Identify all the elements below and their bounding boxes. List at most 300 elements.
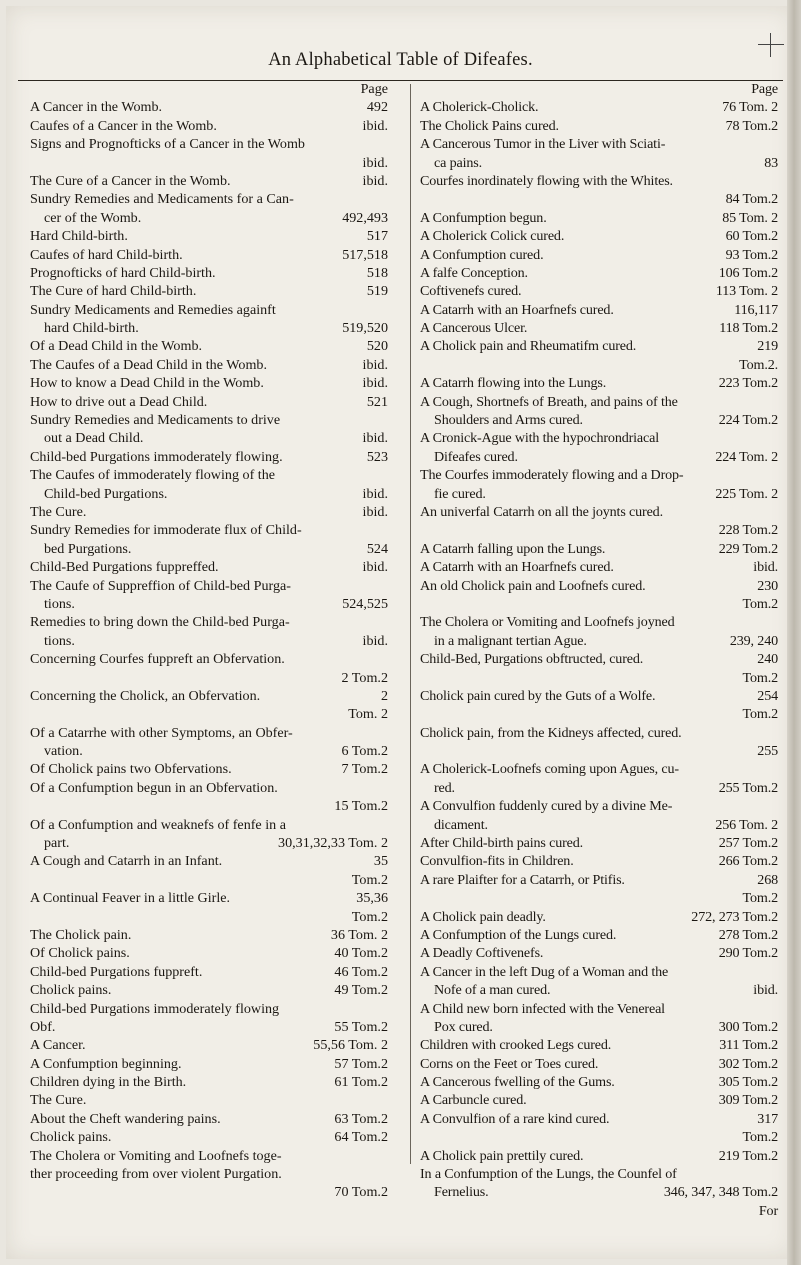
entry-text: Cholick pain cured by the Guts of a Wolfe.: [420, 687, 656, 704]
entry-reference: 219 Tom.2: [718, 1147, 778, 1164]
entry-reference: 309 Tom.2: [718, 1092, 778, 1109]
entry-text: Of a Dead Child in the Womb.: [30, 338, 203, 355]
index-entry: [30, 521, 388, 539]
index-entry: [30, 1110, 388, 1128]
entry-reference: 46 Tom.2: [334, 963, 388, 980]
index-entry: [30, 154, 388, 172]
entry-text: The Cholera or Vomiting and Loofnefs joyned: [420, 614, 675, 631]
entry-text: A Catarrh with an Hoarfnefs cured.: [420, 559, 614, 576]
entry-reference: 118 Tom.2: [719, 320, 778, 337]
index-entry: [30, 540, 388, 558]
entry-reference: 7 Tom.2: [341, 761, 388, 778]
entry-text: A Catarrh with an Hoarfnefs cured.: [420, 301, 614, 318]
index-entry: [30, 834, 388, 852]
index-entry: [30, 227, 388, 245]
index-entry: [30, 558, 388, 576]
entry-reference: Tom.2: [742, 706, 778, 723]
index-entry: [30, 117, 388, 135]
entry-text: Corns on the Feet or Toes cured.: [420, 1055, 599, 1072]
entry-text: Children with crooked Legs cured.: [420, 1037, 612, 1054]
entry-text: in a malignant tertian Ague.: [434, 632, 587, 649]
index-entry: [420, 429, 778, 447]
index-entry: [30, 1147, 388, 1165]
entry-text: cer of the Womb.: [44, 209, 142, 226]
index-entry: [30, 246, 388, 264]
entry-reference: 255: [757, 743, 778, 760]
index-entry: [30, 319, 388, 337]
entry-text: Hard Child-birth.: [30, 228, 128, 245]
index-entry: [30, 485, 388, 503]
index-entry: [30, 1091, 388, 1109]
left-column: [30, 80, 388, 1202]
index-entry: [420, 411, 778, 429]
index-entry: [30, 356, 388, 374]
entry-text: A Cancer in the Womb.: [30, 99, 163, 116]
entry-text: An univerfal Catarrh on all the joynts cured.: [420, 503, 663, 520]
index-entry: [420, 797, 778, 815]
entry-reference: ibid.: [362, 559, 388, 576]
entry-text: A Convulfion of a rare kind cured.: [420, 1110, 610, 1127]
entry-reference: 492: [366, 99, 388, 116]
entry-reference: 254: [757, 687, 778, 704]
entry-text: part.: [44, 835, 70, 852]
entry-text: Caufes of a Cancer in the Womb.: [30, 117, 217, 134]
index-entry: [30, 282, 388, 300]
entry-reference: 35: [373, 853, 388, 870]
index-entry: [420, 1202, 778, 1220]
index-entry: [420, 448, 778, 466]
entry-reference: 219: [757, 338, 778, 355]
entry-reference: Tom.2: [351, 908, 388, 925]
entry-reference: ibid.: [362, 503, 388, 520]
entry-text: Concerning the Cholick, an Obfervation.: [30, 687, 261, 704]
index-entry: [30, 374, 388, 392]
entry-text: About the Cheft wandering pains.: [30, 1110, 221, 1127]
entry-text: A Cholick pain and Rheumatifm cured.: [420, 338, 637, 355]
index-entry: [30, 669, 388, 687]
index-entry: [420, 1110, 778, 1128]
entry-reference: 521: [366, 393, 388, 410]
entry-reference: ibid.: [362, 172, 388, 189]
entry-reference: 35,36: [356, 890, 388, 907]
entry-reference: 268: [757, 871, 778, 888]
index-entry: [30, 393, 388, 411]
entry-reference: 223 Tom.2: [718, 375, 778, 392]
entry-reference: Tom.2: [742, 595, 778, 612]
index-entry: [420, 834, 778, 852]
entry-reference: ibid.: [362, 154, 388, 171]
entry-text: Caufes of hard Child-birth.: [30, 246, 183, 263]
entry-reference: 2 Tom.2: [341, 669, 388, 686]
entry-text: A Catarrh falling upon the Lungs.: [420, 540, 606, 557]
entry-reference: 6 Tom.2: [341, 743, 388, 760]
entry-text: tions.: [44, 595, 75, 612]
entry-text: Of Cholick pains.: [30, 945, 130, 962]
entry-reference: Page: [751, 81, 778, 97]
entry-text: Cholick pain, from the Kidneys affected, cured.: [420, 724, 682, 741]
entry-text: The Cholick Pains cured.: [420, 117, 559, 134]
entry-reference: ibid.: [362, 430, 388, 447]
entry-reference: 317: [757, 1110, 778, 1127]
index-entry: [420, 981, 778, 999]
entry-reference: 116,117: [734, 301, 778, 318]
index-entry: [420, 742, 778, 760]
index-entry: [30, 98, 388, 116]
entry-text: Signs and Prognofticks of a Cancer in the Womb: [30, 136, 305, 153]
entry-reference: 85 Tom. 2: [722, 209, 778, 226]
index-entry: [30, 963, 388, 981]
entry-reference: 240: [757, 651, 778, 668]
index-entry: [420, 760, 778, 778]
entry-text: ther proceeding from over violent Purgation.: [30, 1166, 282, 1183]
index-entry: [30, 687, 388, 705]
entry-reference: 57 Tom.2: [334, 1055, 388, 1072]
entry-reference: 257 Tom.2: [718, 835, 778, 852]
index-entry: [420, 1073, 778, 1091]
entry-reference: 83: [764, 154, 778, 171]
entry-text: Child-bed Purgations immoderately flowing: [30, 1000, 280, 1017]
page-edge: [787, 0, 801, 1265]
entry-text: vation.: [44, 743, 83, 760]
entry-reference: Tom.2: [742, 890, 778, 907]
entry-reference: 49 Tom.2: [334, 982, 388, 999]
index-entry: [420, 264, 778, 282]
entry-text: ca pains.: [434, 154, 482, 171]
index-entry: [420, 1147, 778, 1165]
entry-reference: 36 Tom. 2: [330, 926, 388, 943]
entry-text: dicament.: [434, 816, 488, 833]
entry-text: A Cancer.: [30, 1037, 86, 1054]
entry-reference: Tom.2: [351, 871, 388, 888]
index-entry: [30, 650, 388, 668]
index-entry: [30, 871, 388, 889]
index-entry: [420, 503, 778, 521]
index-entry: [420, 393, 778, 411]
index-entry: [420, 889, 778, 907]
entry-reference: 272, 273 Tom.2: [691, 908, 778, 925]
entry-text: Of Cholick pains two Obfervations.: [30, 761, 232, 778]
index-entry: [420, 154, 778, 172]
index-entry: [420, 319, 778, 337]
entry-text: A Cancerous fwelling of the Gums.: [420, 1074, 615, 1091]
entry-reference: 55 Tom.2: [334, 1018, 388, 1035]
index-entry: [30, 1128, 388, 1146]
entry-reference: 84 Tom.2: [725, 191, 778, 208]
entry-text: A Cough, Shortnefs of Breath, and pains of the: [420, 393, 678, 410]
entry-text: Sundry Medicaments and Remedies againft: [30, 301, 276, 318]
index-entry: [420, 816, 778, 834]
entry-reference: 256 Tom. 2: [715, 816, 778, 833]
index-entry: [30, 908, 388, 926]
entry-reference: ibid.: [753, 559, 778, 576]
entry-text: Child-Bed, Purgations obftructed, cured.: [420, 651, 644, 668]
entry-text: out a Dead Child.: [44, 430, 144, 447]
entry-text: Sundry Remedies for immoderate flux of Child-: [30, 522, 302, 539]
entry-reference: 518: [366, 264, 388, 281]
entry-text: Shoulders and Arms cured.: [434, 412, 583, 429]
index-entry: [30, 760, 388, 778]
entry-text: Sundry Remedies and Medicaments for a Can-: [30, 191, 294, 208]
index-entry: [30, 1000, 388, 1018]
index-entry: [30, 926, 388, 944]
index-entry: [420, 117, 778, 135]
index-entry: [30, 172, 388, 190]
index-entry: [30, 797, 388, 815]
index-entry: [30, 816, 388, 834]
index-entry: [420, 135, 778, 153]
index-entry: [420, 1165, 778, 1183]
entry-reference: 60 Tom.2: [725, 228, 778, 245]
index-entry: [30, 301, 388, 319]
entry-text: Of a Confumption and weaknefs of fenfe in a: [30, 816, 286, 833]
entry-text: The Cure.: [30, 503, 87, 520]
entry-reference: ibid.: [753, 982, 778, 999]
entry-text: Of a Confumption begun in an Obfervation.: [30, 779, 278, 796]
index-entry: [420, 356, 778, 374]
index-entry: [420, 466, 778, 484]
index-entry: [420, 1018, 778, 1036]
entry-text: A Catarrh flowing into the Lungs.: [420, 375, 607, 392]
entry-reference: 93 Tom.2: [725, 246, 778, 263]
entry-text: Prognofticks of hard Child-birth.: [30, 264, 216, 281]
entry-text: A Cancerous Ulcer.: [420, 320, 528, 337]
entry-text: Remedies to bring down the Child-bed Purga-: [30, 614, 290, 631]
entry-text: A Cholick pain deadly.: [420, 908, 546, 925]
index-entry: [420, 963, 778, 981]
entry-reference: 255 Tom.2: [718, 779, 778, 796]
entry-reference: 520: [366, 338, 388, 355]
entry-text: How to drive out a Dead Child.: [30, 393, 208, 410]
entry-text: The Cure of hard Child-birth.: [30, 283, 197, 300]
entry-text: A Continual Feaver in a little Girle.: [30, 890, 231, 907]
entry-text: Concerning Courfes fuppreft an Obfervation.: [30, 651, 285, 668]
column-divider: [410, 84, 411, 1164]
entry-text: Coftivenefs cured.: [420, 283, 522, 300]
entry-text: Nofe of a man cured.: [434, 982, 551, 999]
index-entry: [420, 521, 778, 539]
entry-text: A rare Plaifter for a Catarrh, or Ptifis.: [420, 871, 625, 888]
entry-reference: ibid.: [362, 375, 388, 392]
index-entry: [420, 908, 778, 926]
entry-reference: ibid.: [362, 117, 388, 134]
index-entry: [420, 779, 778, 797]
entry-text: Convulfion-fits in Children.: [420, 853, 574, 870]
entry-reference: 224 Tom.2: [718, 412, 778, 429]
entry-text: The Cholick pain.: [30, 926, 132, 943]
entry-text: A falfe Conception.: [420, 264, 528, 281]
entry-reference: Tom. 2: [348, 706, 388, 723]
entry-text: A Cholick pain prettily cured.: [420, 1147, 584, 1164]
entry-text: How to know a Dead Child in the Womb.: [30, 375, 264, 392]
index-entry: [420, 172, 778, 190]
index-entry: [30, 1018, 388, 1036]
entry-reference: 278 Tom.2: [718, 926, 778, 943]
index-entry: [30, 595, 388, 613]
index-entry: [30, 503, 388, 521]
index-entry: [30, 889, 388, 907]
index-entry: [30, 135, 388, 153]
entry-reference: 78 Tom.2: [725, 117, 778, 134]
index-entry: [420, 926, 778, 944]
index-entry: [30, 448, 388, 466]
index-entry: [30, 613, 388, 631]
entry-reference: 40 Tom.2: [334, 945, 388, 962]
index-entry: [420, 374, 778, 392]
right-column: [420, 80, 778, 1220]
index-entry: [30, 742, 388, 760]
entry-reference: 63 Tom.2: [334, 1110, 388, 1127]
entry-reference: 106 Tom.2: [718, 264, 778, 281]
entry-reference: 64 Tom.2: [334, 1129, 388, 1146]
index-entry: [30, 1183, 388, 1201]
index-entry: [420, 944, 778, 962]
entry-reference: 517: [366, 228, 388, 245]
entry-reference: ibid.: [362, 632, 388, 649]
entry-text: A Confumption cured.: [420, 246, 544, 263]
entry-text: The Caufe of Suppreffion of Child-bed Purga-: [30, 577, 291, 594]
index-entry: [420, 613, 778, 631]
index-entry: [420, 871, 778, 889]
index-entry: [420, 650, 778, 668]
entry-text: A Convulfion fuddenly cured by a divine Me-: [420, 798, 673, 815]
entry-reference: Tom.2.: [739, 356, 778, 373]
index-entry: [30, 632, 388, 650]
entry-text: An old Cholick pain and Loofnefs cured.: [420, 577, 646, 594]
entry-text: A Carbuncle cured.: [420, 1092, 527, 1109]
entry-text: A Confumption of the Lungs cured.: [420, 926, 617, 943]
index-entry: [420, 1183, 778, 1201]
index-entry: [30, 337, 388, 355]
entry-text: A Confumption begun.: [420, 209, 547, 226]
entry-reference: Tom.2: [742, 1129, 778, 1146]
entry-text: Courfes inordinately flowing with the Whites.: [420, 172, 673, 189]
index-entry: [30, 1073, 388, 1091]
index-entry: [420, 1000, 778, 1018]
index-entry: [30, 209, 388, 227]
entry-text: The Cure.: [30, 1092, 87, 1109]
entry-text: The Cure of a Cancer in the Womb.: [30, 172, 231, 189]
index-entry: [420, 1128, 778, 1146]
index-entry: [420, 705, 778, 723]
entry-reference: 224 Tom. 2: [715, 448, 778, 465]
index-entry: [30, 264, 388, 282]
index-entry: [30, 779, 388, 797]
index-entry: [30, 411, 388, 429]
entry-text: Difeafes cured.: [434, 448, 518, 465]
entry-reference: 229 Tom.2: [718, 540, 778, 557]
index-entry: [420, 209, 778, 227]
entry-text: A Cancer in the left Dug of a Woman and the: [420, 963, 669, 980]
entry-reference: ibid.: [362, 356, 388, 373]
index-entry: [30, 944, 388, 962]
entry-reference: 300 Tom.2: [718, 1018, 778, 1035]
entry-text: Child-bed Purgations immoderately flowing.: [30, 448, 283, 465]
entry-reference: 492,493: [342, 209, 388, 226]
entry-reference: For: [758, 1202, 778, 1219]
entry-reference: 228 Tom.2: [718, 522, 778, 539]
entry-reference: 305 Tom.2: [718, 1074, 778, 1091]
entry-reference: Tom.2: [742, 669, 778, 686]
entry-text: fie cured.: [434, 485, 486, 502]
index-entry: [420, 632, 778, 650]
index-entry: [420, 246, 778, 264]
entry-text: Obf.: [30, 1018, 56, 1035]
entry-reference: 76 Tom. 2: [722, 99, 778, 116]
index-entry: [30, 1055, 388, 1073]
entry-reference: 346, 347, 348 Tom.2: [663, 1184, 778, 1201]
entry-text: A Cronick-Ague with the hypochrondriacal: [420, 430, 660, 447]
entry-text: The Caufes of immoderately flowing of the: [30, 467, 276, 484]
entry-text: A Confumption beginning.: [30, 1055, 182, 1072]
index-entry: [420, 558, 778, 576]
index-entry: [420, 190, 778, 208]
index-entry: [30, 1036, 388, 1054]
entry-text: The Cholera or Vomiting and Loofnefs toge-: [30, 1147, 282, 1164]
index-entry: [420, 485, 778, 503]
entry-reference: 519: [366, 283, 388, 300]
index-entry: [30, 1165, 388, 1183]
entry-reference: 113 Tom. 2: [715, 283, 778, 300]
entry-text: Fernelius.: [434, 1184, 489, 1201]
entry-reference: 15 Tom.2: [334, 798, 388, 815]
entry-text: Cholick pains.: [30, 1129, 112, 1146]
index-entry: [420, 1091, 778, 1109]
entry-reference: 70 Tom.2: [334, 1184, 388, 1201]
entry-text: A Cancerous Tumor in the Liver with Sciati-: [420, 136, 666, 153]
entry-text: A Child new born infected with the Venereal: [420, 1000, 665, 1017]
crop-mark: [758, 44, 784, 45]
index-entry: [30, 852, 388, 870]
entry-reference: 225 Tom. 2: [715, 485, 778, 502]
entry-text: A Cholerick Colick cured.: [420, 228, 565, 245]
entry-reference: 523: [366, 448, 388, 465]
entry-reference: 55,56 Tom. 2: [313, 1037, 388, 1054]
index-entry: [420, 852, 778, 870]
index-entry: [420, 337, 778, 355]
entry-reference: 61 Tom.2: [334, 1074, 388, 1091]
index-entry: [420, 669, 778, 687]
entry-text: Child-Bed Purgations fuppreffed.: [30, 559, 219, 576]
entry-text: tions.: [44, 632, 75, 649]
index-entry: [30, 429, 388, 447]
index-entry: [420, 577, 778, 595]
entry-text: Children dying in the Birth.: [30, 1074, 187, 1091]
entry-text: A Deadly Coftivenefs.: [420, 945, 544, 962]
index-entry: [420, 1055, 778, 1073]
index-entry: [420, 98, 778, 116]
entry-reference: 2: [380, 687, 388, 704]
entry-text: Sundry Remedies and Medicaments to drive: [30, 412, 281, 429]
index-entry: [420, 687, 778, 705]
index-entry: [30, 705, 388, 723]
index-entry: [420, 540, 778, 558]
column-page-header: [420, 80, 778, 98]
index-entry: [420, 301, 778, 319]
entry-reference: 266 Tom.2: [718, 853, 778, 870]
entry-text: Cholick pains.: [30, 982, 112, 999]
entry-reference: 230: [757, 577, 778, 594]
entry-text: After Child-birth pains cured.: [420, 835, 584, 852]
index-entry: [30, 724, 388, 742]
entry-text: Child-bed Purgations.: [44, 485, 168, 502]
entry-text: The Courfes immoderately flowing and a Drop-: [420, 467, 684, 484]
index-entry: [30, 981, 388, 999]
entry-text: A Cholerick-Cholick.: [420, 99, 539, 116]
entry-reference: 239, 240: [729, 632, 778, 649]
entry-text: The Caufes of a Dead Child in the Womb.: [30, 356, 267, 373]
entry-text: red.: [434, 779, 455, 796]
page-title: An Alphabetical Table of Difeafes.: [268, 50, 533, 70]
